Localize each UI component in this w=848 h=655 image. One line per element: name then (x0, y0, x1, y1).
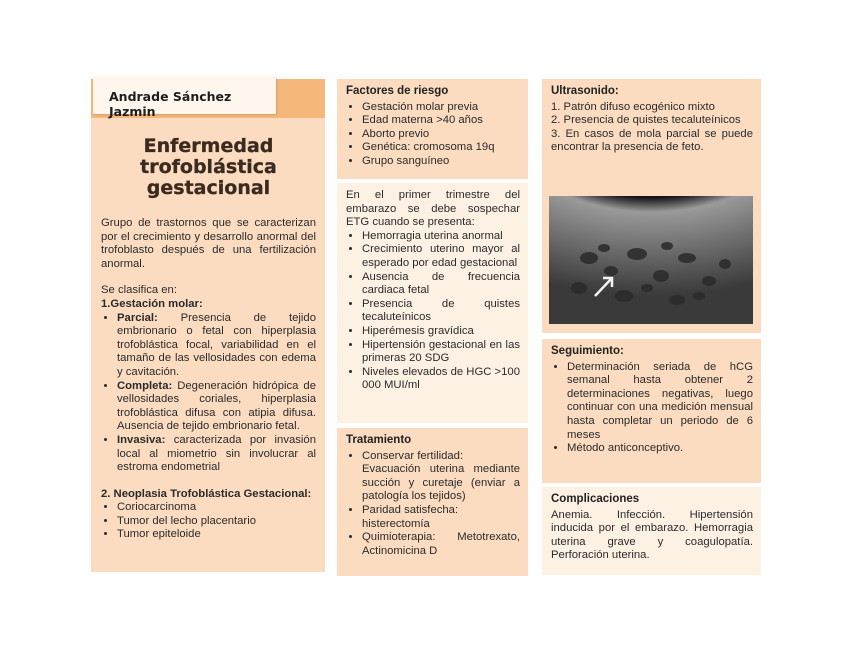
ultrasound-item: 1. Patrón difuso ecogénico mixto (551, 100, 715, 113)
treatment-panel (337, 428, 528, 576)
list-item: • Coriocarcinoma (117, 501, 316, 515)
list-item: • Quimioterapia: Metotrexato, Actinomicina D (362, 531, 520, 558)
suspicion-panel (337, 183, 528, 423)
treatment-list (346, 450, 520, 559)
complications-text: Anemia. Infección. Hipertensión inducida por el embarazo. Hemorragia uterina grave y coagulopatía. Perforación uterina. (551, 508, 753, 562)
followup-heading: Seguimiento: (551, 345, 624, 357)
risk-factors-list (346, 101, 520, 169)
author-name: Andrade Sánchez Jazmin (93, 76, 276, 114)
molar-heading: 1.Gestación molar: (101, 297, 203, 310)
list-item: • Gestación molar previa (362, 101, 520, 115)
list-item: • Conservar fertilidad: Evacuación uterina mediante succión y curetaje (enviar a patología los tejidos) (362, 450, 520, 504)
list-item: • Invasiva: caracterizada por invasión local al miometrio sin involucrar al estroma endometrial (117, 434, 316, 475)
risk-factors-panel (337, 79, 528, 179)
ultrasound-item: 2. Presencia de quistes tecaluteínicos (551, 114, 741, 127)
followup-list (551, 361, 753, 456)
list-item: • Grupo sanguíneo (362, 155, 520, 169)
treatment-heading: Tratamiento (346, 434, 412, 446)
ultrasound-heading: Ultrasonido: (551, 85, 619, 97)
classification-intro: Se clasifica en: (101, 284, 177, 297)
ultrasound-image-graphic (549, 196, 753, 324)
list-item: • Crecimiento uterino mayor al esperado por edad gestacional (362, 243, 520, 270)
suspicion-list (346, 230, 520, 393)
neoplasia-heading: 2. Neoplasia Trofoblástica Gestacional: (101, 487, 312, 500)
list-item: • Hemorragia uterina anormal (362, 230, 520, 244)
risk-factors-heading: Factores de riesgo (346, 85, 449, 97)
complications-panel (542, 487, 761, 575)
list-item: • Hipertensión gestacional en las primeras 20 SDG (362, 339, 520, 366)
list-item: • Completa: Degeneración hidrópica de vellosidades coriales, hiperplasia trofoblástica difusa con atipia difusa. Ausencia de tejido embrionario fetal. (117, 380, 316, 434)
list-item: • Aborto previo (362, 128, 520, 142)
definition-text: Grupo de trastornos que se caracterizan por el crecimiento y desarrollo anormal del trofoblasto después de una fertilización anormal. (101, 217, 316, 270)
page-title: Enfermedad trofoblástica gestacional (140, 135, 277, 199)
list-item: • Niveles elevados de HGC >100 000 MUI/ml (362, 366, 520, 393)
list-item: • Determinación seriada de hCG semanal hasta obtener 2 determinaciones negativas, luego continuar con una medición mensual hasta completar un periodo de 6 meses (567, 361, 753, 443)
list-item: • Método anticonceptivo. (567, 442, 753, 456)
list-item: • Genética: cromosoma 19q (362, 141, 520, 155)
followup-panel (542, 339, 761, 483)
ultrasound-image (549, 196, 753, 324)
ultrasound-item: 3. En casos de mola parcial se puede encontrar la presencia de feto. (551, 127, 753, 154)
list-item: • Paridad satisfecha: histerectomía (362, 504, 520, 531)
list-item: • Tumor epiteloide (117, 528, 316, 542)
left-column-content (91, 118, 325, 572)
list-item: • Edad materna >40 años (362, 114, 520, 128)
list-item: • Ausencia de frecuencia cardiaca fetal (362, 271, 520, 298)
list-item: • Hiperémesis gravídica (362, 325, 520, 339)
list-item: • Tumor del lecho placentario (117, 515, 316, 529)
list-item: • Parcial: Presencia de tejido embrionario o fetal con hiperplasia trofoblástica focal, variabilidad en el tamaño de las vellosidades con edema y cavitación. (117, 312, 316, 380)
suspicion-intro: En el primer trimestre del embarazo se debe sospechar ETG cuando se presenta: (346, 189, 520, 229)
list-item: • Presencia de quistes tecaluteínicos (362, 298, 520, 325)
neoplasia-list (101, 501, 316, 542)
molar-list (101, 312, 316, 475)
complications-heading: Complicaciones (551, 493, 640, 505)
